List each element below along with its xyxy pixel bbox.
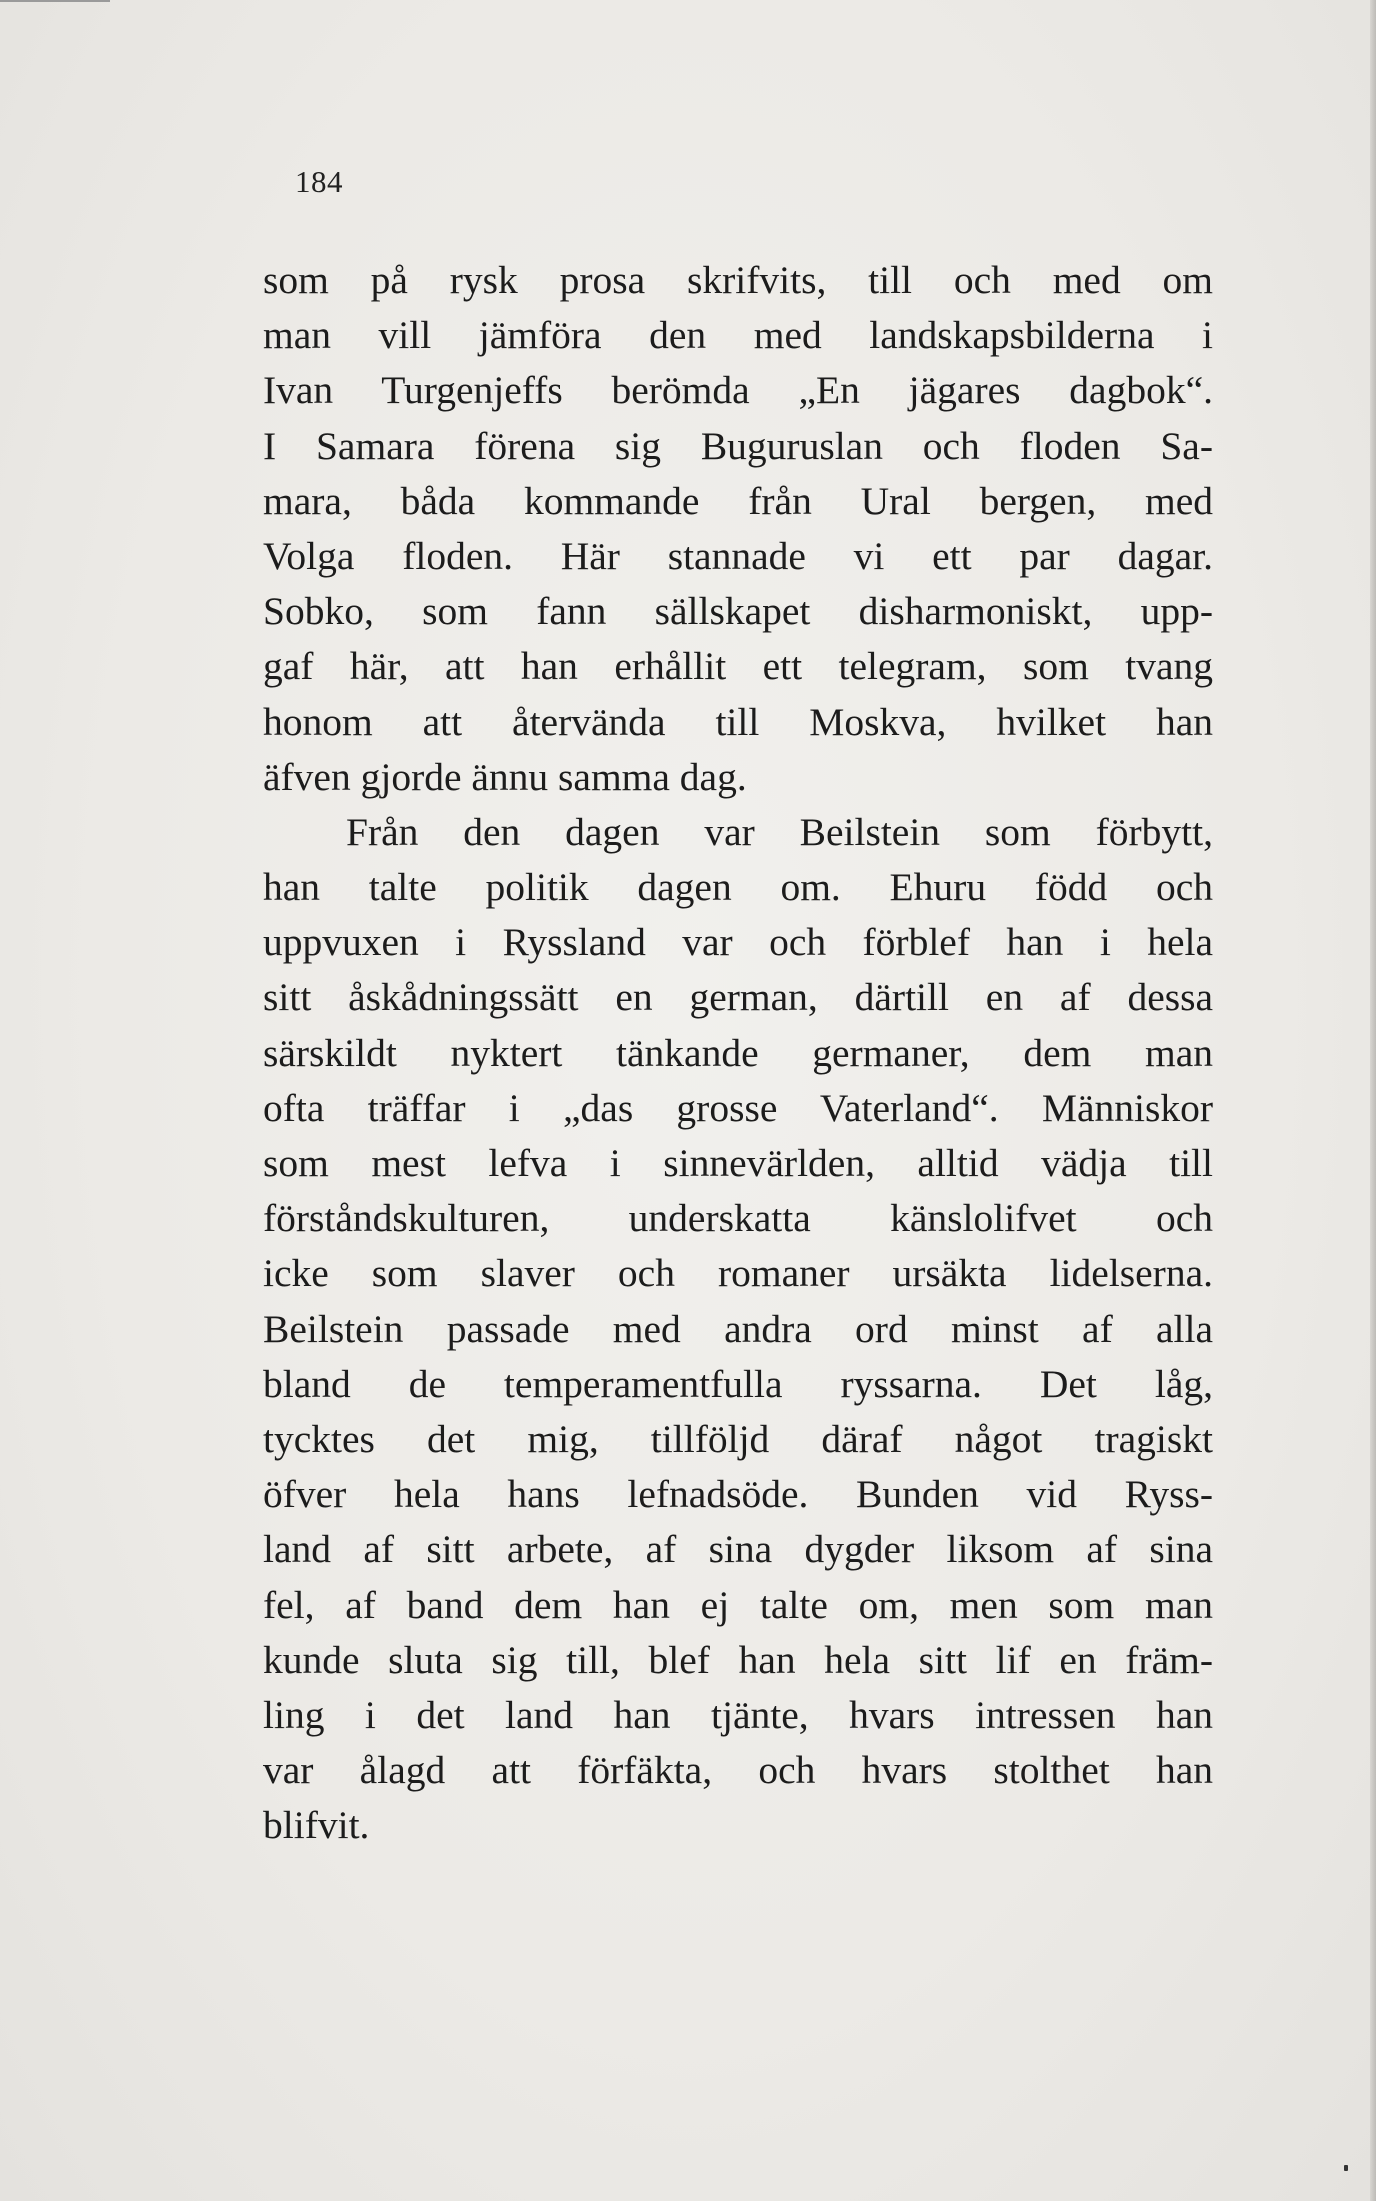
body-text — [263, 253, 1213, 1853]
scan-right-edge — [1370, 0, 1376, 2201]
scan-top-edge — [0, 0, 110, 2]
text-line: Volga floden. Här stannade vi ett par dagar. — [263, 533, 1213, 578]
page-number: 184 — [295, 164, 343, 199]
text-line: som mest lefva i sinnevärlden, alltid vädja till — [263, 1141, 1213, 1185]
paragraph-start-line: Från den dagen var Beilstein som förbytt, — [346, 809, 1213, 854]
text-line: Ivan Turgenjeffs berömda „En jägares dagbok“. — [263, 368, 1213, 413]
text-line: kunde sluta sig till, blef han hela sitt lif en främ- — [263, 1637, 1213, 1682]
text-line: öfver hela hans lefnadsöde. Bunden vid Ryss- — [263, 1472, 1213, 1517]
text-line: Sobko, som fann sällskapet disharmoniskt, upp- — [263, 589, 1213, 634]
text-line: bland de temperamentfulla ryssarna. Det låg, — [263, 1361, 1213, 1406]
text-line: land af sitt arbete, af sina dygder liksom af sina — [263, 1527, 1213, 1572]
paragraph-end-line: äfven gjorde ännu samma dag. — [263, 754, 747, 799]
text-line: ofta träffar i „das grosse Vaterland“. Människor — [263, 1085, 1213, 1130]
text-line: särskildt nyktert tänkande germaner, dem man — [263, 1030, 1213, 1075]
scan-speck — [1344, 2165, 1348, 2171]
text-line: tycktes det mig, tillföljd däraf något tragiskt — [263, 1416, 1213, 1461]
text-line: var ålagd att förfäkta, och hvars stolthet han — [263, 1748, 1213, 1793]
text-line: fel, af band dem han ej talte om, men som man — [263, 1582, 1213, 1627]
text-line: förståndskulturen, underskatta känslolifvet och — [263, 1196, 1213, 1241]
text-line: honom att återvända till Moskva, hvilket han — [263, 699, 1213, 744]
text-line: ling i det land han tjänte, hvars intressen han — [263, 1692, 1213, 1737]
text-line: I Samara förena sig Buguruslan och floden Sa- — [263, 423, 1213, 468]
text-line: icke som slaver och romaner ursäkta lidelserna. — [263, 1251, 1213, 1296]
text-line: sitt åskådningssätt en german, därtill en af dessa — [263, 975, 1213, 1020]
paragraph-end-line: blifvit. — [263, 1803, 370, 1848]
text-line: man vill jämföra den med landskapsbilderna i — [263, 313, 1213, 358]
text-line: som på rysk prosa skrifvits, till och med om — [263, 258, 1213, 302]
text-line: gaf här, att han erhållit ett telegram, som tvang — [263, 644, 1213, 689]
text-line: Beilstein passade med andra ord minst af alla — [263, 1306, 1213, 1351]
text-line: han talte politik dagen om. Ehuru född och — [263, 865, 1213, 910]
text-line: uppvuxen i Ryssland var och förblef han i hela — [263, 920, 1213, 965]
text-line: mara, båda kommande från Ural bergen, med — [263, 478, 1213, 523]
